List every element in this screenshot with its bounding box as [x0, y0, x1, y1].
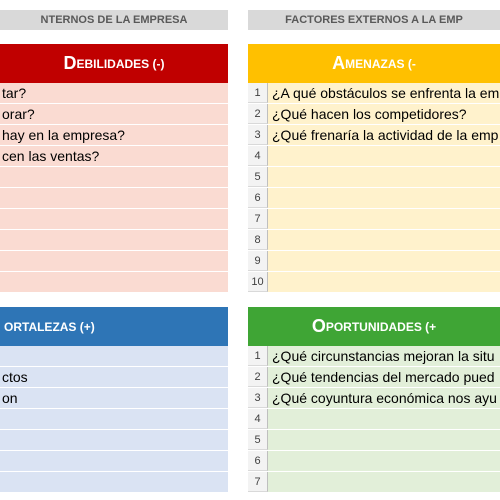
weaknesses-row[interactable]: [0, 230, 228, 251]
weaknesses-row-text: [0, 188, 2, 208]
threats-row[interactable]: [248, 272, 500, 293]
internal-factors-header: [0, 10, 228, 30]
strengths-rows: [0, 346, 228, 493]
threats-row-text: ¿A qué obstáculos se enfrenta la em: [272, 85, 500, 101]
weaknesses-panel: [0, 44, 228, 293]
weaknesses-title-rest: EBILIDADES (-): [76, 56, 165, 71]
internal-factors-label: NTERNOS DE LA EMPRESA: [40, 14, 188, 26]
threats-row-text: [268, 251, 272, 271]
threats-row[interactable]: [248, 251, 500, 272]
opportunities-row-number: 1: [248, 346, 268, 366]
weaknesses-row[interactable]: [0, 167, 228, 188]
strengths-row[interactable]: [0, 472, 228, 493]
threats-row-number: 5: [248, 167, 268, 187]
threats-row-number: 6: [248, 188, 268, 208]
threats-title-rest: MENAZAS (-: [345, 56, 416, 71]
weaknesses-row-text: [0, 272, 2, 292]
opportunities-row[interactable]: [248, 388, 500, 409]
strengths-row[interactable]: [0, 367, 228, 388]
strengths-row[interactable]: [0, 388, 228, 409]
strengths-row-text: ctos: [2, 369, 28, 385]
opportunities-title-rest: PORTUNIDADES (+: [325, 319, 437, 334]
weaknesses-row[interactable]: [0, 125, 228, 146]
opportunities-row[interactable]: [248, 409, 500, 430]
opportunities-row-number: 3: [248, 388, 268, 408]
strengths-row-text: [0, 346, 2, 366]
threats-row-number: 2: [248, 104, 268, 124]
strengths-title: [0, 307, 228, 346]
opportunities-row-text: ¿Qué tendencias del mercado pued: [272, 369, 495, 385]
strengths-row[interactable]: [0, 346, 228, 367]
weaknesses-row-text: [0, 230, 2, 250]
opportunities-title-initial: O: [311, 316, 326, 336]
threats-row-text: [268, 188, 272, 208]
opportunities-row-number: 6: [248, 451, 268, 471]
threats-row-number: 7: [248, 209, 268, 229]
external-factors-label: FACTORES EXTERNOS A LA EMP: [285, 14, 463, 26]
threats-row-number: 3: [248, 125, 268, 145]
opportunities-row-text: ¿Qué coyuntura económica nos ayu: [272, 390, 497, 406]
strengths-row-text: on: [2, 390, 18, 406]
threats-row-text: [268, 272, 272, 292]
weaknesses-row-text: hay en la empresa?: [2, 127, 125, 143]
threats-row[interactable]: [248, 230, 500, 251]
weaknesses-row-text: tar?: [2, 85, 27, 101]
threats-row-number: 1: [248, 83, 268, 103]
weaknesses-title-initial: D: [63, 53, 77, 73]
threats-row-number: 9: [248, 251, 268, 271]
threats-row-text: [268, 230, 272, 250]
weaknesses-row[interactable]: [0, 272, 228, 293]
weaknesses-row[interactable]: [0, 104, 228, 125]
threats-row[interactable]: [248, 167, 500, 188]
threats-title-initial: A: [332, 53, 346, 73]
threats-row[interactable]: [248, 146, 500, 167]
strengths-row-text: [0, 451, 2, 471]
weaknesses-row-text: cen las ventas?: [2, 148, 100, 164]
weaknesses-row-text: [0, 251, 2, 271]
threats-title: [248, 44, 500, 83]
opportunities-row[interactable]: [248, 346, 500, 367]
threats-panel: [248, 44, 500, 293]
opportunities-row-number: 2: [248, 367, 268, 387]
opportunities-rows: [248, 346, 500, 493]
strengths-row[interactable]: [0, 451, 228, 472]
threats-row-text: [268, 146, 272, 166]
threats-row[interactable]: [248, 104, 500, 125]
threats-row[interactable]: [248, 209, 500, 230]
weaknesses-row-text: orar?: [2, 106, 35, 122]
threats-row[interactable]: [248, 83, 500, 104]
opportunities-row-number: 5: [248, 430, 268, 450]
opportunities-row[interactable]: [248, 472, 500, 493]
weaknesses-row-text: [0, 167, 2, 187]
strengths-row[interactable]: [0, 430, 228, 451]
opportunities-row[interactable]: [248, 367, 500, 388]
threats-row-text: [268, 209, 272, 229]
external-factors-header: [248, 10, 500, 30]
threats-row-number: 8: [248, 230, 268, 250]
weaknesses-row[interactable]: [0, 83, 228, 104]
strengths-row-text: [0, 472, 2, 492]
weaknesses-row[interactable]: [0, 146, 228, 167]
strengths-panel: [0, 307, 228, 493]
weaknesses-row[interactable]: [0, 251, 228, 272]
threats-row-text: [268, 167, 272, 187]
strengths-row[interactable]: [0, 409, 228, 430]
threats-row-text: ¿Qué frenaría la actividad de la emp: [272, 127, 499, 143]
opportunities-row[interactable]: [248, 430, 500, 451]
opportunities-row-text: ¿Qué circunstancias mejoran la situ: [272, 348, 495, 364]
opportunities-row-text: [268, 451, 272, 471]
strengths-row-text: [0, 430, 2, 450]
opportunities-row[interactable]: [248, 451, 500, 472]
weaknesses-title: [0, 44, 228, 83]
strengths-title-rest: ORTALEZAS (+): [4, 319, 95, 334]
opportunities-row-text: [268, 430, 272, 450]
opportunities-panel: [248, 307, 500, 493]
threats-row-number: 10: [248, 272, 268, 292]
threats-rows: [248, 83, 500, 293]
opportunities-row-text: [268, 409, 272, 429]
threats-row[interactable]: [248, 188, 500, 209]
weaknesses-row[interactable]: [0, 209, 228, 230]
opportunities-title: [248, 307, 500, 346]
weaknesses-rows: [0, 83, 228, 293]
opportunities-row-number: 4: [248, 409, 268, 429]
opportunities-row-text: [268, 472, 272, 492]
weaknesses-row[interactable]: [0, 188, 228, 209]
strengths-row-text: [0, 409, 2, 429]
threats-row[interactable]: [248, 125, 500, 146]
threats-row-number: 4: [248, 146, 268, 166]
opportunities-row-number: 7: [248, 472, 268, 492]
weaknesses-row-text: [0, 209, 2, 229]
threats-row-text: ¿Qué hacen los competidores?: [272, 106, 467, 122]
